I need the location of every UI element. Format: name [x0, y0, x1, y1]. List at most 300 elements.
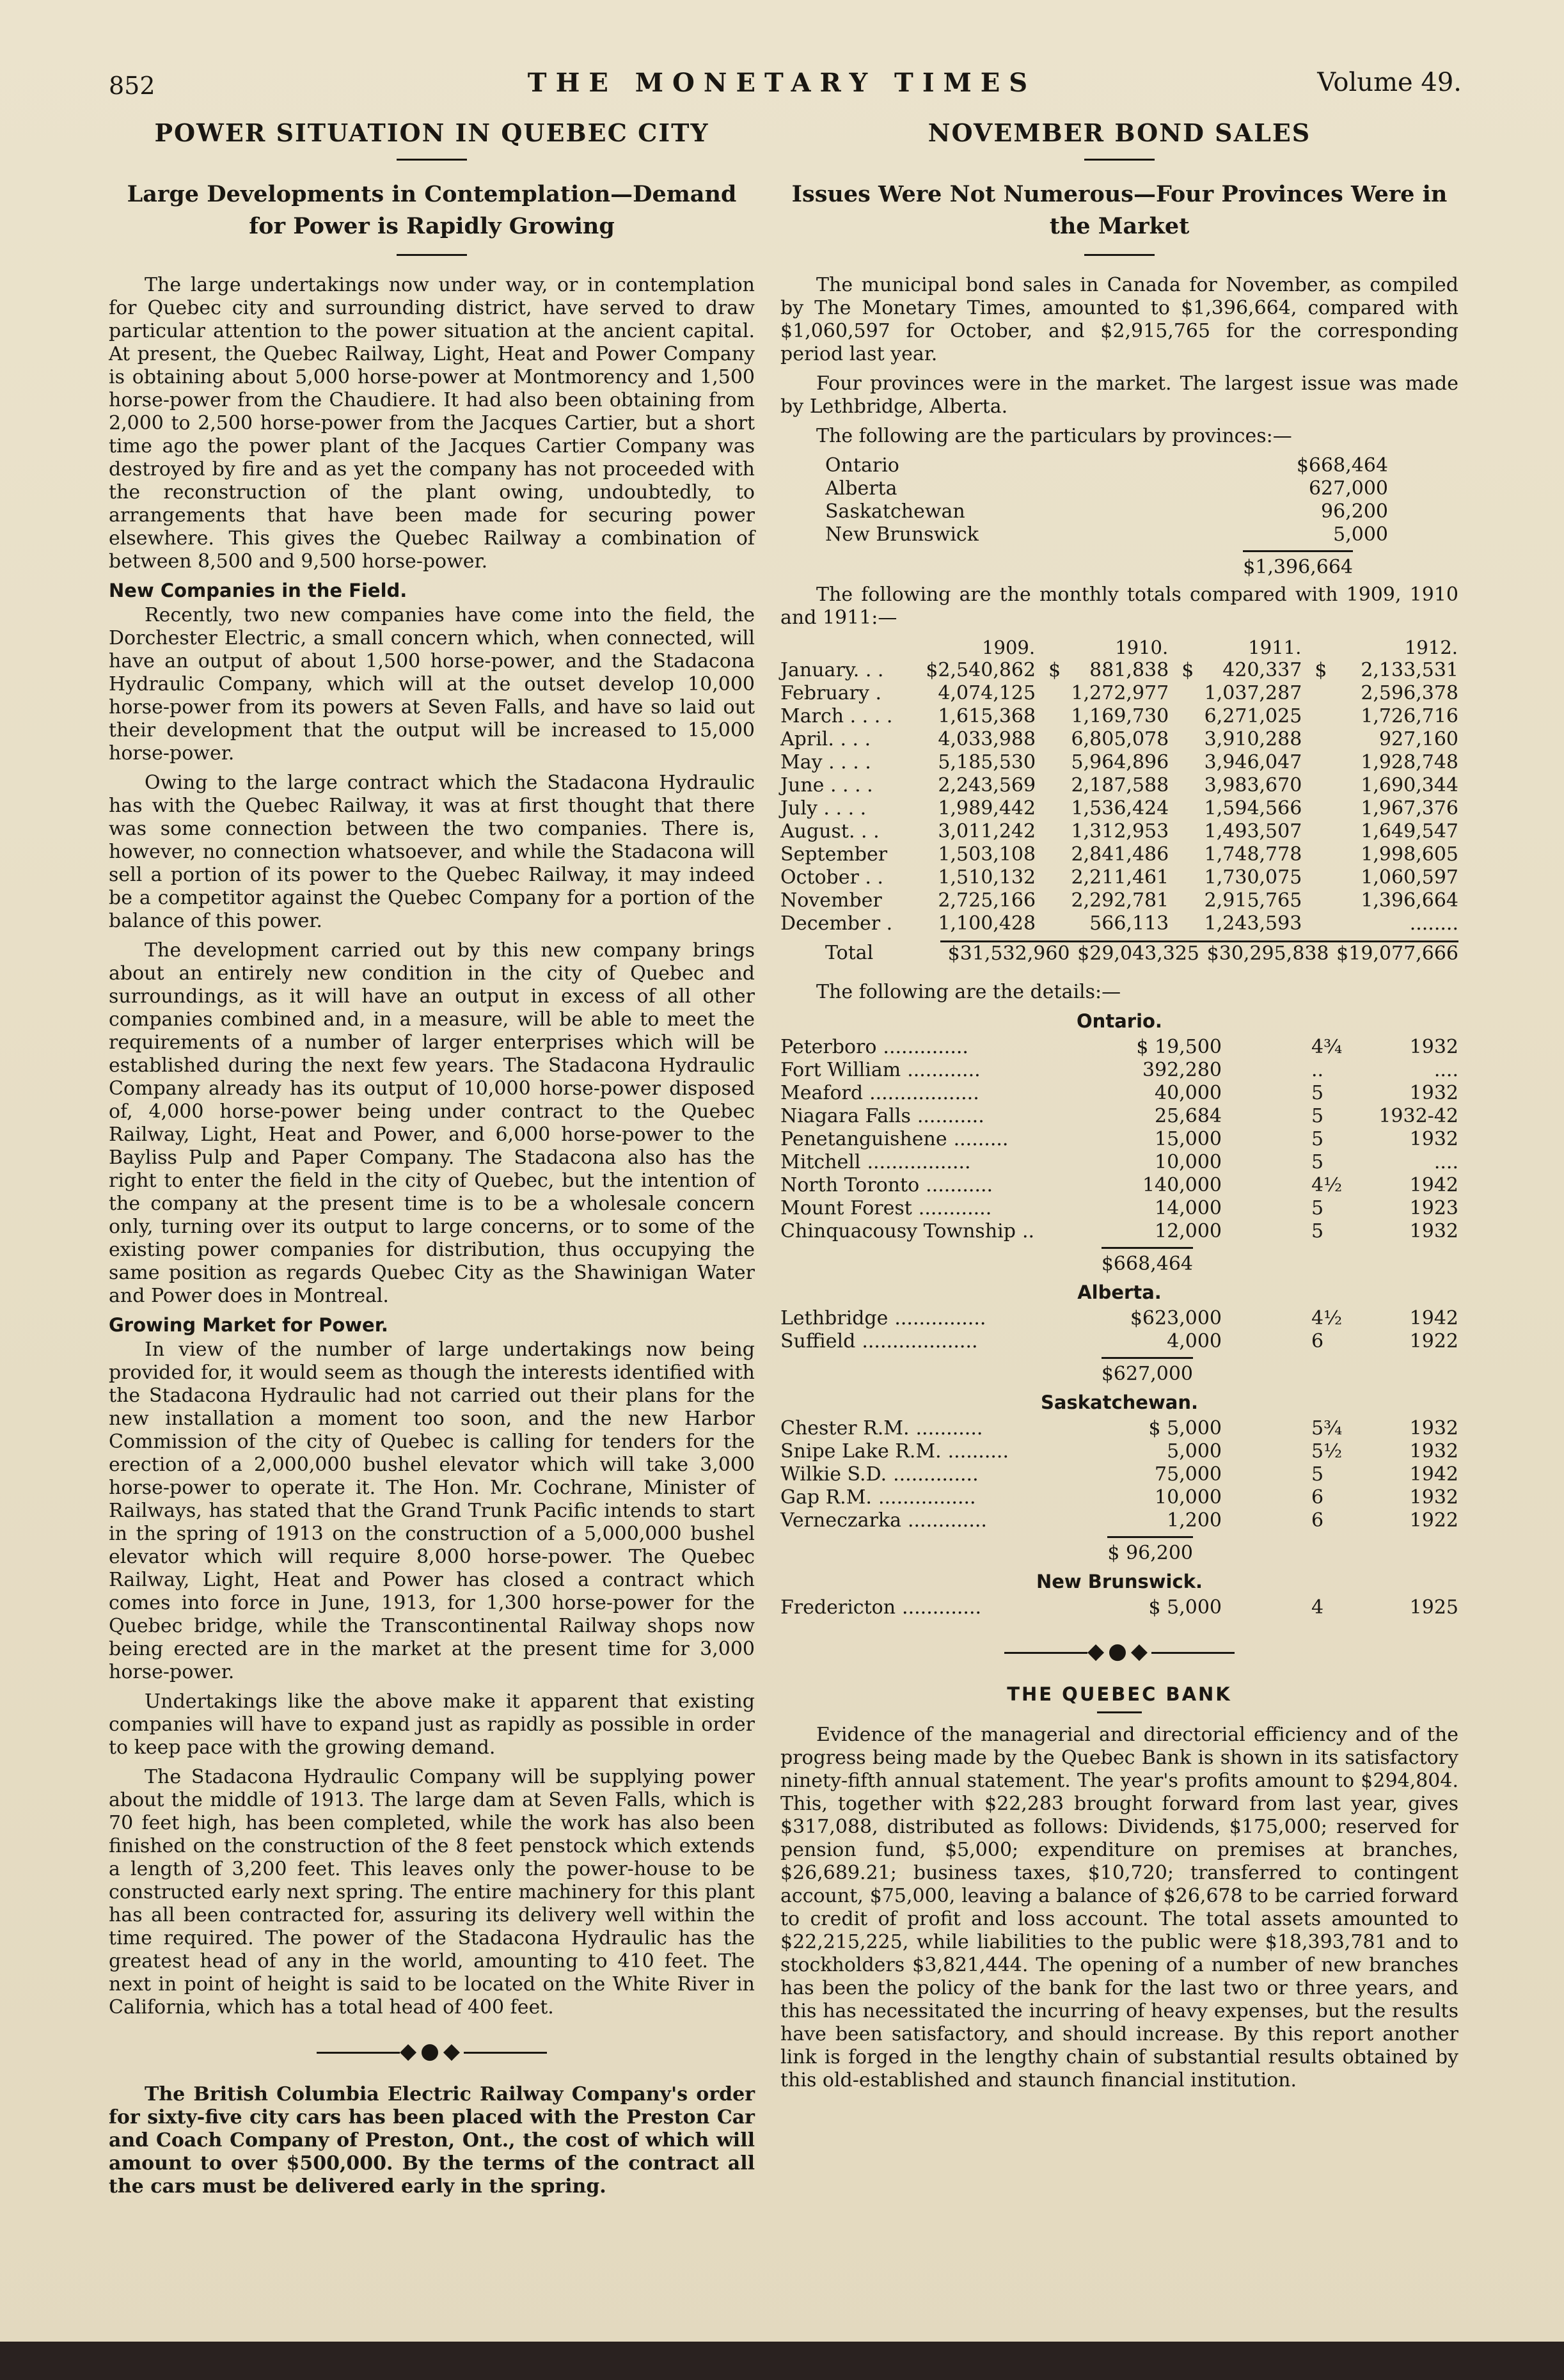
place: Snipe Lake R.M. [780, 1440, 942, 1463]
amount: 140,000 [1142, 1174, 1222, 1196]
amount: 25,684 [1155, 1105, 1222, 1127]
month-name: February . [780, 682, 882, 704]
amount: 2,211,461 [1071, 866, 1169, 889]
month-value [896, 728, 1036, 751]
details-list [780, 1010, 1458, 1619]
month-value [1169, 659, 1302, 682]
province-name: Alberta [825, 477, 897, 500]
province-name: New Brunswick [825, 523, 979, 546]
leader-dots: .......... [947, 1440, 1009, 1463]
paragraph: The large undertakings now under way, or in contemplation for Quebec city and surrounding district, have served to draw particular attention to the power situation at the ancient capital. At present, the Quebec Railway, Light, Heat and Power Company is obtaining about 5,000 horse-power at Montmorency and 1,500 horse-power from the Chaudiere. It had also been obtaining from 2,000 to 2,500 horse-power from the Jacques Cartier, but a short time ago the power plant of the Jacques Cartier Company was destroyed by fire and as yet the company has not proceeded with the reconstruction of the plant owing, undoubtedly, to arrangements that have been made for securing power elsewhere. This gives the Quebec Railway a combination of between 8,500 and 9,500 horse-power. [109, 274, 755, 573]
detail-row [780, 1307, 1458, 1330]
detail-row [780, 1330, 1458, 1353]
province-heading: Saskatchewan. [1041, 1392, 1198, 1413]
amount: 3,983,670 [1204, 774, 1302, 797]
provinces-total: $1,396,664 [780, 550, 1458, 578]
amount: 2,292,781 [1071, 889, 1169, 912]
amount: 5,000 [1167, 1440, 1222, 1463]
maturity-year: 1932 [1409, 1220, 1458, 1242]
place-name [780, 1330, 1113, 1353]
amount: 4,033,988 [938, 728, 1036, 750]
leader-dots: ............... [894, 1307, 986, 1329]
month-value [1302, 866, 1458, 889]
amount: $2,540,862 [926, 659, 1036, 681]
amount: 3,910,288 [1204, 728, 1302, 750]
rate: 4 [1311, 1596, 1324, 1619]
leader-dots: ............. [902, 1596, 982, 1619]
month-row [780, 728, 1458, 751]
month-value [1169, 797, 1302, 820]
rate: 4½ [1311, 1174, 1343, 1196]
detail-row [780, 1174, 1458, 1197]
detail-row [780, 1596, 1458, 1619]
month-value [1169, 820, 1302, 843]
amount: 2,596,378 [1361, 682, 1458, 704]
monthly-totals-table [780, 636, 1458, 935]
title-rule [1084, 159, 1155, 161]
rate: 5 [1311, 1220, 1324, 1242]
month-row [780, 751, 1458, 774]
paragraph: The following are the monthly totals compared with 1909, 1910 and 1911:— [780, 583, 1458, 629]
rate: 4½ [1311, 1307, 1343, 1329]
leader-dots: ................ [878, 1486, 976, 1509]
maturity-year: 1922 [1409, 1509, 1458, 1532]
dollar-sign: $ [1181, 659, 1194, 681]
amount: 1,493,507 [1204, 820, 1302, 843]
amount: 40,000 [1155, 1082, 1222, 1104]
amount: 1,312,953 [1071, 820, 1169, 843]
month-value [1036, 705, 1169, 728]
amount: 3,011,242 [938, 820, 1036, 843]
amount: 1,967,376 [1361, 797, 1458, 820]
rate: 6 [1311, 1509, 1324, 1532]
leader-dots: ........... [917, 1105, 984, 1127]
month-value [1036, 751, 1169, 774]
amount: 10,000 [1155, 1486, 1222, 1509]
amount: 1,536,424 [1071, 797, 1169, 820]
month-value [1302, 912, 1458, 935]
dollar-sign: $ [1315, 659, 1327, 681]
ornament-divider: ◆●◆ [109, 2038, 755, 2064]
article-subtitle-bonds: Issues Were Not Numerous—Four Provinces Were in the Market [791, 181, 1448, 239]
month-value [896, 659, 1036, 682]
amount: 10,000 [1155, 1151, 1222, 1173]
year-header: 1912. [1404, 637, 1458, 658]
place: North Toronto [780, 1174, 920, 1196]
amount: 5,964,896 [1071, 751, 1169, 774]
month-value [1302, 751, 1458, 774]
group-total [780, 1536, 1458, 1564]
amount: 1,200 [1167, 1509, 1222, 1532]
leader-dots: ........... [926, 1174, 993, 1196]
paragraph: Owing to the large contract which the Stadacona Hydraulic has with the Quebec Railway, it was at first thought that there was some connection between the two companies. There is, however, no connection whatsoever, and while the Stadacona will sell a portion of its power to the Quebec Railway, it may indeed be a competitor against the Quebec Company for a portion of the balance of this power. [109, 772, 755, 932]
province-value: 96,200 [1321, 500, 1388, 523]
province-heading: New Brunswick. [1036, 1571, 1203, 1592]
amount: 1,100,428 [938, 912, 1036, 935]
amount: 2,725,166 [938, 889, 1036, 912]
amount: 1,690,344 [1361, 774, 1458, 797]
province-row [825, 500, 1388, 523]
month-row [780, 866, 1458, 889]
title-rule [1097, 1711, 1142, 1713]
province-row [825, 523, 1388, 546]
scan-edge [0, 2342, 1564, 2380]
group-total [780, 1357, 1458, 1385]
paragraph: The Stadacona Hydraulic Company will be supplying power about the middle of 1913. The large dam at Seven Falls, which is 70 feet high, has been completed, while the work has also been finished on the construction of the 8 feet penstock which extends a length of 3,200 feet. This leaves only the power-house to be constructed early next spring. The entire machinery for this plant has all been contracted for, assuring its delivery well within the time required. The power of the Stadacona Hydraulic has the greatest head of any in the world, amounting to 410 feet. The next in point of height is said to be located on the White River in California, which has a total head of 400 feet. [109, 1766, 755, 2019]
rate: 5 [1311, 1128, 1324, 1150]
paragraph: The following are the details:— [816, 981, 1121, 1003]
month-value [1036, 774, 1169, 797]
detail-table [780, 1307, 1458, 1353]
amount: 6,271,025 [1204, 705, 1302, 727]
leader-dots: .. [1022, 1220, 1035, 1242]
leader-dots: ........... [915, 1417, 983, 1440]
amount: 1,649,547 [1361, 820, 1458, 843]
publication-title: THE MONETARY TIMES [527, 68, 1037, 98]
month-value [896, 774, 1036, 797]
detail-row [780, 1417, 1458, 1440]
rate: 4¾ [1311, 1036, 1343, 1058]
amount: 1,060,597 [1361, 866, 1458, 889]
detail-row [780, 1463, 1458, 1486]
month-value [896, 705, 1036, 728]
month-value [1302, 659, 1458, 682]
amount: 2,841,486 [1071, 843, 1169, 866]
detail-table [780, 1417, 1458, 1532]
province-row [825, 454, 1388, 477]
amount: $ 5,000 [1148, 1417, 1222, 1440]
amount: 75,000 [1155, 1463, 1222, 1486]
month-value [896, 843, 1036, 866]
month-value [1302, 705, 1458, 728]
total-1911: $30,295,838 [1199, 942, 1329, 966]
maturity-year: 1932-42 [1378, 1105, 1458, 1127]
rate: 6 [1311, 1330, 1324, 1353]
month-value [1036, 866, 1169, 889]
province-value: 5,000 [1333, 523, 1388, 546]
month-value [896, 797, 1036, 820]
month-row [780, 774, 1458, 797]
place: Penetanguishene [780, 1128, 947, 1150]
group-total-value: $ 96,200 [1107, 1536, 1193, 1564]
maturity-year: 1922 [1409, 1330, 1458, 1353]
month-row [780, 843, 1458, 866]
month-value [1169, 843, 1302, 866]
place-name [780, 1440, 1113, 1463]
group-total [780, 1247, 1458, 1275]
place: Niagara Falls [780, 1105, 911, 1127]
month-name: October . . [780, 866, 883, 889]
month-value [896, 889, 1036, 912]
amount: 420,337 [1222, 659, 1302, 681]
place: Fredericton [780, 1596, 896, 1619]
amount: 1,169,730 [1071, 705, 1169, 727]
amount: 14,000 [1155, 1197, 1222, 1219]
place-name [780, 1307, 1113, 1330]
month-value [1302, 889, 1458, 912]
amount: 12,000 [1155, 1220, 1222, 1242]
rate: 5½ [1311, 1440, 1343, 1463]
maturity-year: 1932 [1409, 1128, 1458, 1150]
page-header [0, 64, 1564, 109]
year-header: 1911. [1248, 637, 1302, 658]
month-value [896, 820, 1036, 843]
paragraph: Four provinces were in the market. The largest issue was made by Lethbridge, Alberta. [780, 372, 1458, 418]
province-name: Ontario [825, 454, 899, 477]
leader-dots: .............. [893, 1463, 979, 1486]
province-heading: Ontario. [1077, 1010, 1162, 1032]
place: Peterboro [780, 1036, 877, 1058]
detail-row [780, 1036, 1458, 1059]
leader-dots: ............. [907, 1509, 987, 1532]
paragraph: Recently, two new companies have come into the field, the Dorchester Electric, a small concern which, when connected, will have an output of about 1,500 horse-power, and the Stadacona Hydraulic Company, which will at the outset develop 10,000 horse-power from its powers at Seven Falls, and have so laid out their development that the output will be increased to 15,000 horse-power. [109, 604, 755, 765]
amount: 1,510,132 [938, 866, 1036, 889]
month-value [1169, 866, 1302, 889]
month-name: June . . . . [780, 774, 873, 797]
month-value [1169, 774, 1302, 797]
maturity-year: 1942 [1409, 1463, 1458, 1486]
amount: 1,726,716 [1361, 705, 1458, 727]
amount: 1,615,368 [938, 705, 1036, 727]
page-number: 852 [109, 72, 155, 100]
leader-dots: ................... [862, 1330, 978, 1353]
rate: 5 [1311, 1197, 1324, 1219]
article-title-quebec-bank: THE QUEBEC BANK [1007, 1683, 1232, 1705]
province-row [825, 477, 1388, 500]
total-1912: $19,077,666 [1329, 942, 1459, 966]
amount: 3,946,047 [1204, 751, 1302, 774]
article-title-power: POWER SITUATION IN QUEBEC CITY [154, 118, 709, 147]
maturity-year: 1932 [1409, 1082, 1458, 1104]
paragraph: The development carried out by this new company brings about an entirely new condition in the city of Quebec and surroundings, as it will have an output in excess of all other companies combined and, in a measure, will be able to meet the requirements of a number of larger enterprises which will be established during the next few years. The Stadacona Hydraulic Company already has its output of 10,000 horse-power disposed of, 4,000 horse-power being under contract to the Quebec Railway, Light, Heat and Power, and 6,000 horse-power to the Bayliss Pulp and Paper Company. The Stadacona also has the right to enter the field in the city of Quebec, but the intention of the company at the present time is to be a wholesale concern only, turning over its output to large concerns, or to some of the existing power companies for distribution, thus occupying the same position as regards Quebec City as the Shawinigan Water and Power does in Montreal. [109, 939, 755, 1307]
province-value: $668,464 [1296, 454, 1388, 477]
month-value [1036, 682, 1169, 705]
month-value [1036, 728, 1169, 751]
maturity-year: 1942 [1409, 1307, 1458, 1329]
amount: 1,272,977 [1071, 682, 1169, 704]
month-value [1036, 843, 1169, 866]
amount: 6,805,078 [1071, 728, 1169, 750]
amount: 1,396,664 [1361, 889, 1458, 912]
leader-dots: ......... [953, 1128, 1009, 1150]
month-value [1169, 912, 1302, 935]
title-rule [397, 159, 467, 161]
dollar-sign: $ [1048, 659, 1061, 681]
news-note [109, 2083, 755, 2198]
amount: $ 19,500 [1136, 1036, 1222, 1058]
detail-row [780, 1059, 1458, 1082]
month-value [1169, 751, 1302, 774]
place: Chester R.M. [780, 1417, 910, 1440]
month-value [1169, 705, 1302, 728]
detail-row [780, 1486, 1458, 1509]
section-heading: New Companies in the Field. [109, 580, 407, 601]
month-value [1302, 797, 1458, 820]
amount: 566,113 [1089, 912, 1169, 935]
month-name: November [780, 889, 882, 912]
detail-row [780, 1105, 1458, 1128]
month-row [780, 659, 1458, 682]
subtitle-rule [397, 254, 467, 256]
total-label: Total [825, 942, 874, 965]
month-value [1302, 728, 1458, 751]
amount: 15,000 [1155, 1128, 1222, 1150]
month-value [1169, 889, 1302, 912]
amount: 1,989,442 [938, 797, 1036, 820]
rate: .. [1311, 1059, 1324, 1081]
article-subtitle-power: Large Developments in Contemplation—Demand for Power is Rapidly Growing [127, 181, 737, 239]
paragraph: The municipal bond sales in Canada for November, as compiled by The Monetary Times, amounted to $1,396,664, compared with $1,060,597 for October, and $2,915,765 for the corresponding period last year. [780, 274, 1458, 365]
amount: 1,594,566 [1204, 797, 1302, 820]
amount: $623,000 [1130, 1307, 1222, 1329]
place-name [780, 1220, 1113, 1243]
group-total-value: $668,464 [1102, 1247, 1193, 1275]
rate: 5 [1311, 1082, 1324, 1104]
amount: $ 5,000 [1148, 1596, 1222, 1619]
month-name: March . . . . [780, 705, 893, 727]
amount: 4,000 [1167, 1330, 1222, 1353]
rate: 6 [1311, 1486, 1324, 1509]
month-value [1169, 728, 1302, 751]
detail-row [780, 1440, 1458, 1463]
province-name: Saskatchewan [825, 500, 965, 523]
amount: 1,928,748 [1361, 751, 1458, 774]
amount: 1,998,605 [1361, 843, 1458, 866]
monthly-totals-sum [780, 940, 1458, 965]
leader-dots: ............ [907, 1059, 981, 1081]
month-name: May . . . . [780, 751, 871, 774]
detail-table [780, 1036, 1458, 1243]
maturity-year: 1925 [1409, 1596, 1458, 1619]
month-value [1302, 774, 1458, 797]
place: Verneczarka [780, 1509, 901, 1532]
rate: 5 [1311, 1463, 1324, 1486]
section-heading: Growing Market for Power. [109, 1314, 388, 1336]
year-header: 1909. [982, 637, 1036, 658]
maturity-year: .... [1434, 1151, 1458, 1173]
month-value [896, 682, 1036, 705]
month-value [896, 751, 1036, 774]
rate: 5¾ [1311, 1417, 1343, 1440]
maturity-year: 1932 [1409, 1036, 1458, 1058]
detail-row [780, 1220, 1458, 1243]
place-name [780, 1197, 1113, 1220]
year-header: 1910. [1115, 637, 1169, 658]
paragraph: In view of the number of large undertakings now being provided for, it would seem as though the interests identified with the Stadacona Hydraulic had not carried out their plans for the new installation a moment too soon, and the new Harbor Commission of the city of Quebec is calling for tenders for the erection of a 2,000,000 bushel elevator which will take 3,000 horse-power to operate it. The Hon. Mr. Cochrane, Minister of Railways, has stated that the Grand Trunk Pacific intends to start in the spring of 1913 on the construction of a 5,000,000 bushel elevator which will require 8,000 horse-power. The Quebec Railway, Light, Heat and Power has closed a contract which comes into force in June, 1913, for 1,300 horse-power for the Quebec bridge, while the Transcontinental Railway shops now being erected are in the market at the present time for 3,000 horse-power. [109, 1338, 755, 1683]
month-row [780, 705, 1458, 728]
amount: 4,074,125 [938, 682, 1036, 704]
subtitle-rule [1084, 254, 1155, 256]
amount: 1,748,778 [1204, 843, 1302, 866]
maturity-year: 1932 [1409, 1486, 1458, 1509]
amount: 2,915,765 [1204, 889, 1302, 912]
rate: 5 [1311, 1105, 1324, 1127]
place-name [780, 1596, 1113, 1619]
place: Suffield [780, 1330, 856, 1353]
place-name [780, 1463, 1113, 1486]
total-1909: $31,532,960 [940, 942, 1070, 966]
place: Meaford [780, 1082, 864, 1104]
detail-row [780, 1128, 1458, 1151]
month-row [780, 912, 1458, 935]
leader-dots: ................. [867, 1151, 971, 1173]
month-value [896, 866, 1036, 889]
month-name: August. . . [780, 820, 880, 843]
place-name [780, 1417, 1113, 1440]
ornament-divider: ◆●◆ [780, 1638, 1458, 1664]
month-value [896, 912, 1036, 935]
right-column [780, 118, 1458, 2098]
amount: 2,243,569 [938, 774, 1036, 797]
month-name: January. . . [780, 659, 884, 681]
leader-dots: .................. [869, 1082, 979, 1104]
article-title-bonds: NOVEMBER BOND SALES [928, 118, 1311, 147]
amount: 1,730,075 [1204, 866, 1302, 889]
place: Wilkie S.D. [780, 1463, 887, 1486]
month-name: April. . . . [780, 728, 871, 750]
month-name: September [780, 843, 888, 866]
province-heading: Alberta. [1077, 1281, 1162, 1303]
amount: ........ [1409, 912, 1458, 935]
maturity-year: 1923 [1409, 1197, 1458, 1219]
month-row [780, 889, 1458, 912]
place: Chinquacousy Township [780, 1220, 1016, 1242]
amount: 2,187,588 [1071, 774, 1169, 797]
month-value [1036, 820, 1169, 843]
place: Lethbridge [780, 1307, 889, 1329]
amount: 2,133,531 [1361, 659, 1458, 681]
left-column [109, 118, 755, 2205]
month-row [780, 682, 1458, 705]
month-value [1302, 843, 1458, 866]
month-row [780, 797, 1458, 820]
month-value [1036, 659, 1169, 682]
detail-row [780, 1151, 1458, 1174]
amount: 1,243,593 [1204, 912, 1302, 935]
maturity-year: 1932 [1409, 1440, 1458, 1463]
rate: 5 [1311, 1151, 1324, 1173]
amount: 1,503,108 [938, 843, 1036, 866]
place-name [780, 1151, 1113, 1174]
place: Fort William [780, 1059, 901, 1081]
detail-table [780, 1596, 1458, 1619]
volume-label: Volume 49. [1317, 68, 1462, 97]
place-name [780, 1059, 1113, 1082]
amount: 392,280 [1142, 1059, 1222, 1081]
place: Mitchell [780, 1151, 861, 1173]
month-value [1036, 889, 1169, 912]
detail-row [780, 1197, 1458, 1220]
detail-row [780, 1082, 1458, 1105]
place-name [780, 1036, 1113, 1059]
month-row [780, 820, 1458, 843]
place-name [780, 1174, 1113, 1197]
place-name [780, 1105, 1113, 1128]
province-value: 627,000 [1308, 477, 1388, 500]
total-1910: $29,043,325 [1070, 942, 1200, 966]
paragraph: The following are the particulars by provinces:— [816, 425, 1292, 447]
amount: 1,037,287 [1204, 682, 1302, 704]
amount: 5,185,530 [938, 751, 1036, 774]
paragraph: Undertakings like the above make it apparent that existing companies will have to expand just as rapidly as possible in order to keep pace with the growing demand. [109, 1690, 755, 1759]
place-name [780, 1486, 1113, 1509]
leader-dots: ............ [918, 1197, 992, 1219]
month-name: December . [780, 912, 893, 935]
place-name [780, 1082, 1113, 1105]
maturity-year: 1942 [1409, 1174, 1458, 1196]
month-value [1169, 682, 1302, 705]
place-name [780, 1509, 1113, 1532]
